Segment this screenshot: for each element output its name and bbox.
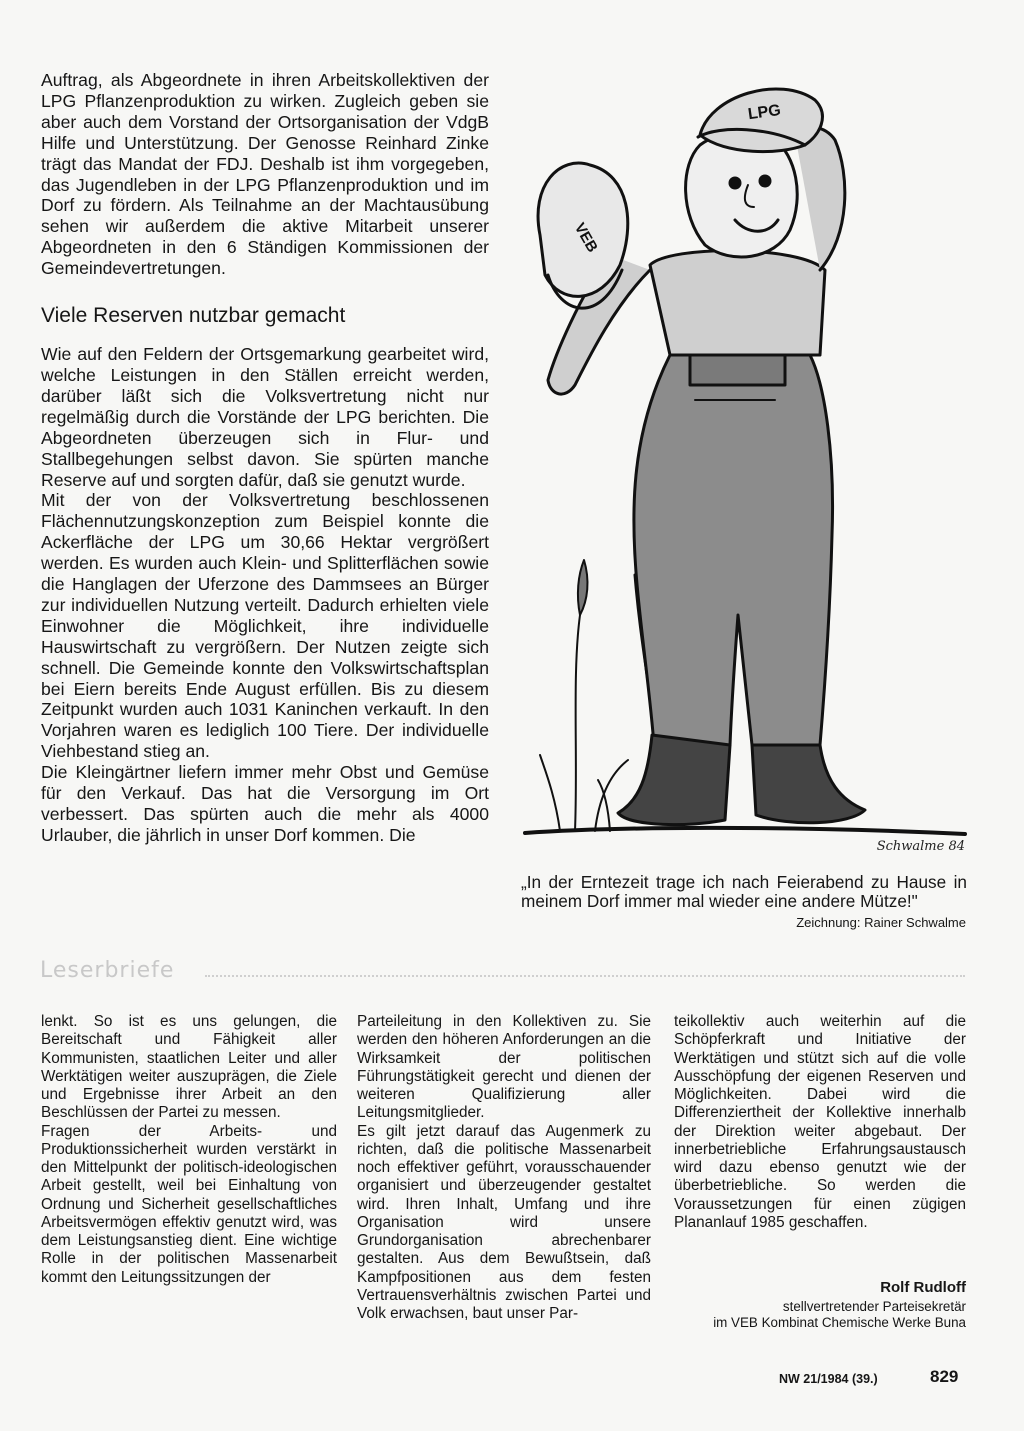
letter-paragraph: Fragen der Arbeits- und Produktionssicherheit wurden verstärkt in den Mittelpunkt der politisch-ideologischen Arbeit gestellt, weil bei Einhaltung von Ordnung und Sicherheit gesellschaftliches Arbeitsvermögen effektiv genutzt wird, was dem Leistungsanstieg dient. Eine wichtige Rolle in der politischen Massenarbeit kommt den Leitungssitzungen der: [41, 1122, 337, 1286]
letters-section-banner: [40, 958, 968, 988]
article-paragraph: Mit der von der Volksvertretung beschlossenen Flächennutzungskonzeption zum Beispiel konnte die Ackerfläche der LPG um 30,66 Hektar vergrößert werden. Es wurden auch Klein- und Splitterflächen sowie die Hanglagen der Uferzone des Dammsees an Bürger zur individuellen Nutzung verteilt. Dadurch erhielten viele Einwohner die Möglichkeit, ihre individuelle Hauswirtschaft zu vergrößern. Der Nutzen zeigte sich schnell. Die Gemeinde konnte den Volkswirtschaftsplan bei Eiern bereits Ende August erfüllen. Bis zu diesem Zeitpunkt wurden auch 1031 Kaninchen verkauft. In den Vorjahren waren es lediglich 100 Tiere. Der individuelle Viehbestand stieg an.: [41, 490, 489, 762]
banner-divider: [205, 975, 965, 977]
letter-paragraph: Parteileitung in den Kollektiven zu. Sie werden den höheren Anforderungen an die Wirksamkeit der politischen Führungstätigkeit gerecht und dienen der weiteren Qualifizierung aller Leitungsmitglieder.: [357, 1013, 651, 1122]
letter-signature: [640, 1278, 966, 1331]
issue-reference: NW 21/1984 (39.): [779, 1372, 878, 1386]
illustration-caption: „In der Erntezeit trage ich nach Feierabend zu Hause in meinem Dorf immer mal wieder eine andere Mütze!": [521, 872, 967, 911]
section-heading: Viele Reserven nutzbar gemacht: [41, 304, 346, 328]
author-name: Rolf Rudloff: [880, 1279, 966, 1296]
letter-paragraph: Es gilt jetzt darauf das Augenmerk zu richten, daß die politische Massenarbeit noch effektiver geführt, vorausschauender organisiert und überzeugender gestaltet wird. Ihren Inhalt, Umfang und ihre Organisation wird unsere Grundorganisation abrechenbarer gestalten. Aus dem Bewußtsein, daß Kampfpositionen aus dem festen Vertrauensverhältnis zwischen Partei und Volk erwachsen, baut unser Par-: [357, 1122, 651, 1322]
article-paragraph-intro: Auftrag, als Abgeordnete in ihren Arbeitskollektiven der LPG Pflanzenproduktion zu wirken. Zugleich geben sie aber auch dem Vorstand der Ortsorganisation der VdgB Hilfe und Unterstützung. Der Genosse Reinhard Zinke trägt das Mandat der FDJ. Deshalb ist ihm vorgegeben, das Jugendleben in der LPG Pflanzenproduktion und im Dorf zu fördern. Als Teilnahme an der Machtausübung sehen wir außerdem die aktive Mitarbeit unserer Abgeordneten in den 6 Ständigen Kommissionen der Gemeindevertretungen.: [41, 70, 489, 279]
cap-label-veb: VEB: [570, 220, 601, 256]
illustration-credit: Zeichnung: Rainer Schwalme: [796, 915, 966, 930]
letters-column-1: [41, 1013, 337, 1287]
article-paragraph: Die Kleingärtner liefern immer mehr Obst und Gemüse für den Verkauf. Das hat die Versorgung im Ort verbessert. Das spürten auch die mehr als 4000 Urlauber, die jährlich in unser Dorf kommen. Die: [41, 762, 489, 845]
article-column: [41, 70, 489, 846]
letter-paragraph: lenkt. So ist es uns gelungen, die Bereitschaft und Fähigkeit aller Kommunisten, staatlichen Leiter und aller Werktätigen weiter auszuprägen, die Ziele und Ergebnisse ihrer Arbeit an den Beschlüssen der Partei zu messen.: [41, 1013, 337, 1122]
page-number: 829: [930, 1367, 959, 1386]
cap-label-lpg: LPG: [746, 101, 782, 124]
artist-signature: Schwalme 84: [876, 839, 965, 854]
cartoon-illustration: [520, 55, 970, 855]
author-affiliation: im VEB Kombinat Chemische Werke Buna: [713, 1315, 966, 1330]
letters-column-3: [674, 1013, 966, 1232]
letters-column-2: [357, 1013, 651, 1323]
letter-paragraph: teikollektiv auch weiterhin auf die Schöpferkraft und Initiative der Werktätigen und stützt sich auf die volle Ausschöpfung der eigenen Reserven und Möglichkeiten. Dabei wird die Differenziertheit der Kollektive innerhalb der Direktion weiter abgebaut. Der innerbetriebliche Erfahrungsaustausch wird dazu ebenso genutzt wie der überbetriebliche. So werden die Voraussetzungen für einen zügigen Plananlauf 1985 geschaffen.: [674, 1013, 966, 1231]
author-role: stellvertretender Parteisekretär: [782, 1299, 966, 1314]
letters-section-label: Leserbriefe: [40, 958, 175, 983]
article-paragraph: Wie auf den Feldern der Ortsgemarkung gearbeitet wird, welche Leistungen in den Ställen erreicht werden, darüber läßt sich die Volksvertretung nicht nur regelmäßig durch die Vorstände der LPG berichten. Die Abgeordneten überzeugen sich in Flur- und Stallbegehungen selbst davon. Sie spürten manche Reserve auf und sorgten dafür, daß sie genutzt wurde.: [41, 344, 489, 490]
